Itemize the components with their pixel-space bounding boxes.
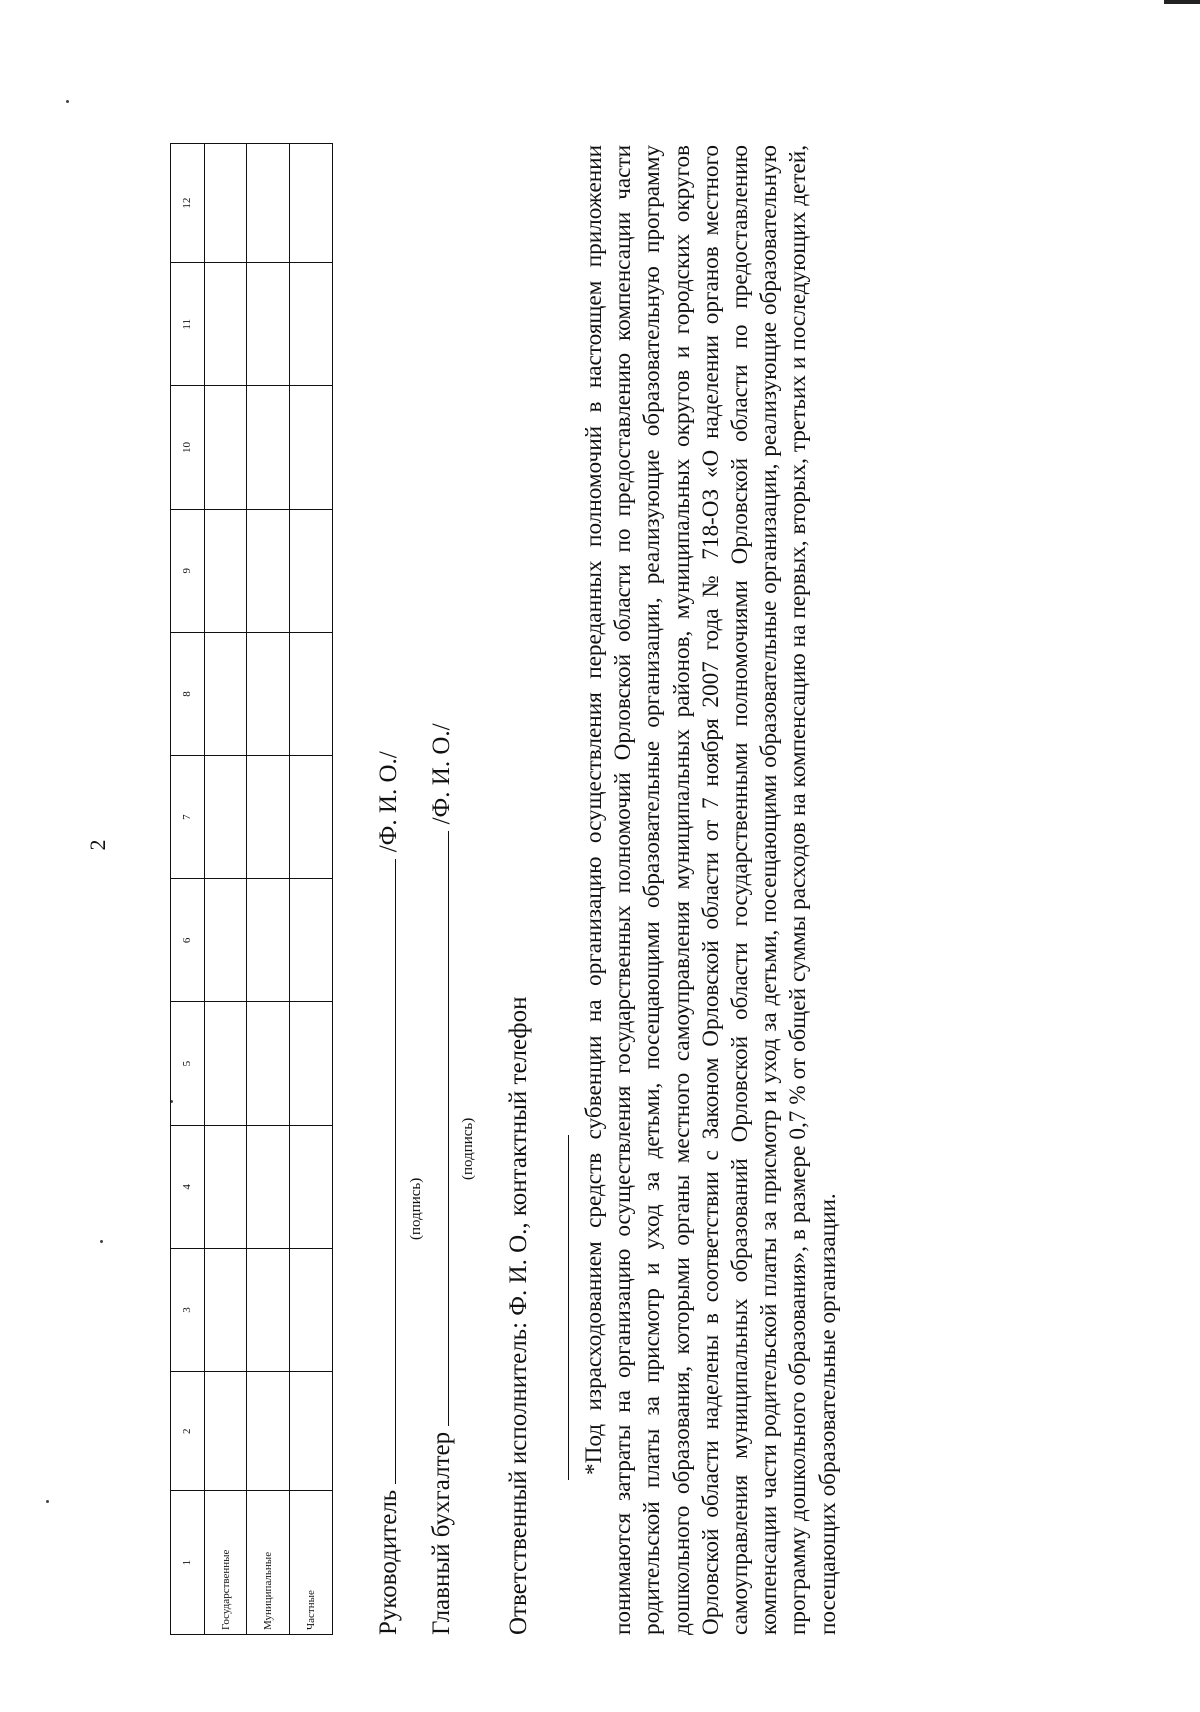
column-number: 11	[171, 263, 205, 386]
table-row	[247, 144, 290, 1635]
table-cell	[247, 879, 290, 1002]
column-number: 5	[171, 1002, 205, 1125]
accountant-signature-caption: (подпись)	[460, 1117, 476, 1180]
table-cell	[290, 263, 333, 386]
column-number: 10	[171, 386, 205, 509]
rotated-page	[85, 135, 970, 1635]
table-cell	[247, 263, 290, 386]
table-row	[290, 144, 333, 1635]
table-cell	[247, 1248, 290, 1371]
table-cell	[247, 509, 290, 632]
table-cell	[204, 1002, 247, 1125]
table-cell	[290, 1372, 333, 1491]
accountant-fio: /Ф. И. О./	[428, 723, 455, 825]
table-row	[204, 144, 247, 1635]
head-label: Руководитель	[375, 1489, 402, 1635]
table-cell	[247, 756, 290, 879]
table-cell	[290, 1002, 333, 1125]
column-number: 7	[171, 756, 205, 879]
table-cell	[204, 632, 247, 755]
scan-speck	[66, 100, 69, 103]
table-cell	[204, 756, 247, 879]
table-cell	[247, 1002, 290, 1125]
row-label: Государственные	[204, 1491, 247, 1635]
table-cell	[290, 632, 333, 755]
table-cell	[290, 144, 333, 263]
table-cell	[247, 632, 290, 755]
head-signature-caption: (подпись)	[408, 1177, 424, 1240]
table-header-row	[171, 144, 205, 1635]
report-table	[170, 143, 333, 1635]
table-cell	[204, 1248, 247, 1371]
page-number: 2	[85, 839, 110, 851]
table-cell	[290, 1248, 333, 1371]
table-cell	[247, 1125, 290, 1248]
column-number: 12	[171, 144, 205, 263]
table-cell	[204, 509, 247, 632]
column-number: 9	[171, 509, 205, 632]
table-cell	[247, 1372, 290, 1491]
scan-corner-mark	[1164, 0, 1200, 4]
column-number: 6	[171, 879, 205, 1002]
column-number: 3	[171, 1248, 205, 1371]
row-label: Муниципальные	[247, 1491, 290, 1635]
accountant-signature-row	[428, 723, 456, 1635]
table-cell	[290, 879, 333, 1002]
table-cell	[247, 386, 290, 509]
table-cell	[290, 756, 333, 879]
table-cell	[290, 386, 333, 509]
table-cell	[204, 879, 247, 1002]
footnote-separator	[568, 1135, 569, 1480]
table-cell	[204, 386, 247, 509]
column-number: 1	[171, 1491, 205, 1635]
scan-speck	[46, 1500, 49, 1503]
footnote-text: *Под израсходованием средств субвенции на организацию осуществления переданных полномочий в настоящем приложении понимаются затраты на организацию осуществления государственных полномочий Орловской области по предоставлению компенсации части родительской платы за присмотр и уход за детьми, посещающими образовательные организации, реализующие образовательную программу дошкольного образования, которыми органы местного самоуправления муниципальных районов, муниципальных округов и городских округов Орловской области наделены в соответствии с Законом Орловской области от 7 ноября 2007 года № 718-ОЗ «О наделении органов местного самоуправления муниципальных образований Орловской области государственными полномочиями Орловской области по предоставлению компенсации части родительской платы за присмотр и уход за детьми, посещающими образовательные организации, реализующие образовательную программу дошкольного образования», в размере 0,7 % от общей суммы расходов на компенсацию на первых, вторых, третьих и последующих детей, посещающих образовательные организации.	[581, 145, 841, 1635]
column-number: 4	[171, 1125, 205, 1248]
table-cell	[204, 1125, 247, 1248]
head-fio: /Ф. И. О./	[375, 751, 402, 853]
accountant-label: Главный бухгалтер	[428, 1431, 455, 1635]
table-cell	[247, 144, 290, 263]
head-signature-line	[394, 859, 396, 1484]
executor-line: Ответственный исполнитель: Ф. И. О., контактный телефон	[505, 996, 532, 1635]
table-cell	[290, 1125, 333, 1248]
column-number: 2	[171, 1372, 205, 1491]
column-number: 8	[171, 632, 205, 755]
table-cell	[204, 263, 247, 386]
head-signature-row	[375, 751, 403, 1635]
scan-speck	[100, 1240, 103, 1243]
table-cell	[290, 509, 333, 632]
table-cell	[204, 1372, 247, 1491]
row-label: Частные	[290, 1491, 333, 1635]
table-cell	[204, 144, 247, 263]
accountant-signature-line	[447, 831, 449, 1426]
